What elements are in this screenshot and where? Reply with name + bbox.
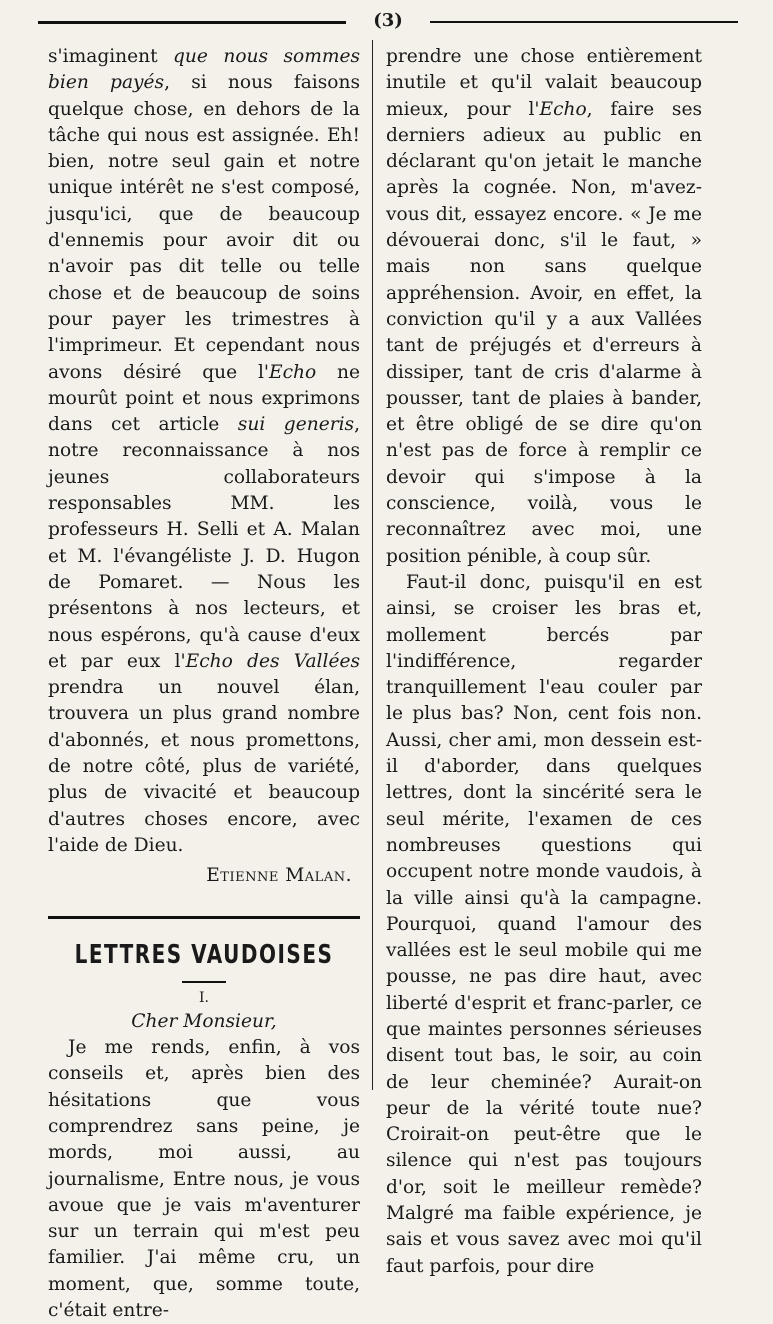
title-dash [182,981,226,983]
header-rule-left [38,21,346,24]
intro-italic-echo-des-vallees: Echo des Vallées [185,650,360,672]
letter-number: I. [199,989,209,1006]
signature: Etienne Malan. [206,865,352,887]
right-text-2: , faire ses derniers adieux au public en déclarant qu'on jetait le manche après la cognée. Non, m'avez-vous dit, essayez encore. « Je me dévouerai donc, s'il le faut, » mais non sans quelque appréhension. Avoir, en effet, la conviction qu'il y a aux Vallées tant de préjugés et d'erreurs à dissiper, tant de cris d'alarme à pousser, tant de plaies à bander, et être obligé de se dire qu'on n'est pas de force à remplir ce devoir qui s'impose à la conscience, voilà, vous le reconnaîtrez avec moi, une position pénible, à coup sûr. [386,98,702,567]
intro-text-1: s'imaginent [48,46,174,67]
letter-paragraph: Je me rends, enfin, à vos conseils et, après bien des hésitations que vous comprendrez sans peine, je mords, moi aussi, au journalisme, Entre nous, je vous avoue que je vais m'aventurer sur un terrain qui m'est peu familier. J'ai même cru, un moment, que, somme toute, c'était entre- [48,1037,360,1322]
section-title: LETTRES VAUDOISES [74,937,334,970]
page-number: (3) [373,10,403,31]
column-divider [372,40,373,1090]
right-paragraph-2: Faut-il donc, puisqu'il en est ainsi, se croiser les bras et, mollement bercés par l'indifférence, regarder tranquillement l'eau couler par le plus bas? Non, cent fois non. Aussi, cher ami, mon dessein est-il d'aborder, dans quelques lettres, dont la sincérité sera le seul mérite, l'examen de ces nombreuses questions qui occupent notre monde vaudois, à la ville ainsi qu'à la campagne. Pourquoi, quand l'amour des vallées est le seul mobile qui me pousse, ne pas dire haut, avec liberté d'esprit et franc-parler, ce que maintes personnes sérieuses disent tout bas, le soir, au coin de leur cheminée? Aurait-on peur de la vérité toute nue? Croirait-on peut-être que le silence qui n'est pas toujours d'or, soit le meilleur remède? Malgré ma faible expérience, je sais et vous savez avec moi qu'il faut parfois, pour dire [386,571,702,1277]
salutation: Cher Monsieur, [131,1010,277,1032]
header-rule-right [430,21,738,23]
intro-text-4: , notre reconnaissance à nos jeunes collaborateurs responsables MM. les professeurs H. Selli et A. Malan et M. l'évangéliste J. D. Hugon de Pomaret. — Nous les présentons à nos lecteurs, et nous espérons, qu'à cause d'eux et par eux l' [48,414,360,672]
intro-italic-sui-generis: sui generis [237,414,355,436]
right-italic-echo: Echo [539,98,587,120]
intro-text-5: prendra un nouvel élan, trouvera un plus grand nombre d'abonnés, et nous promettons, de notre côté, plus de variété, plus de vivacité et beaucoup d'autres choses encore, avec l'aide de Dieu. [48,677,360,856]
intro-paragraph [48,44,360,859]
left-column [48,44,360,1324]
intro-italic-1: que nous sommes bien payés [48,46,360,94]
page-header [38,10,738,32]
section-rule [48,916,360,919]
intro-text-2: , si nous faisons quelque chose, en dehors de la tâche qui nous est assignée. Eh! bien, notre seul gain et notre unique intérêt ne s'est composé, jusqu'ici, que de beaucoup d'ennemis pour avoir dit ou n'avoir pas dit telle ou telle chose et de beaucoup de soins pour payer les trimestres à l'imprimeur. Et cependant nous avons désiré que l' [48,72,360,383]
intro-italic-echo: Echo [269,361,317,383]
right-paragraph-1 [386,44,702,570]
intro-text-3: ne mourût point et nous exprimons dans cet article [48,361,360,436]
right-text-1: prendre une chose entièrement inutile et qu'il valait beaucoup mieux, pour l' [386,46,702,120]
right-column [386,44,702,1280]
